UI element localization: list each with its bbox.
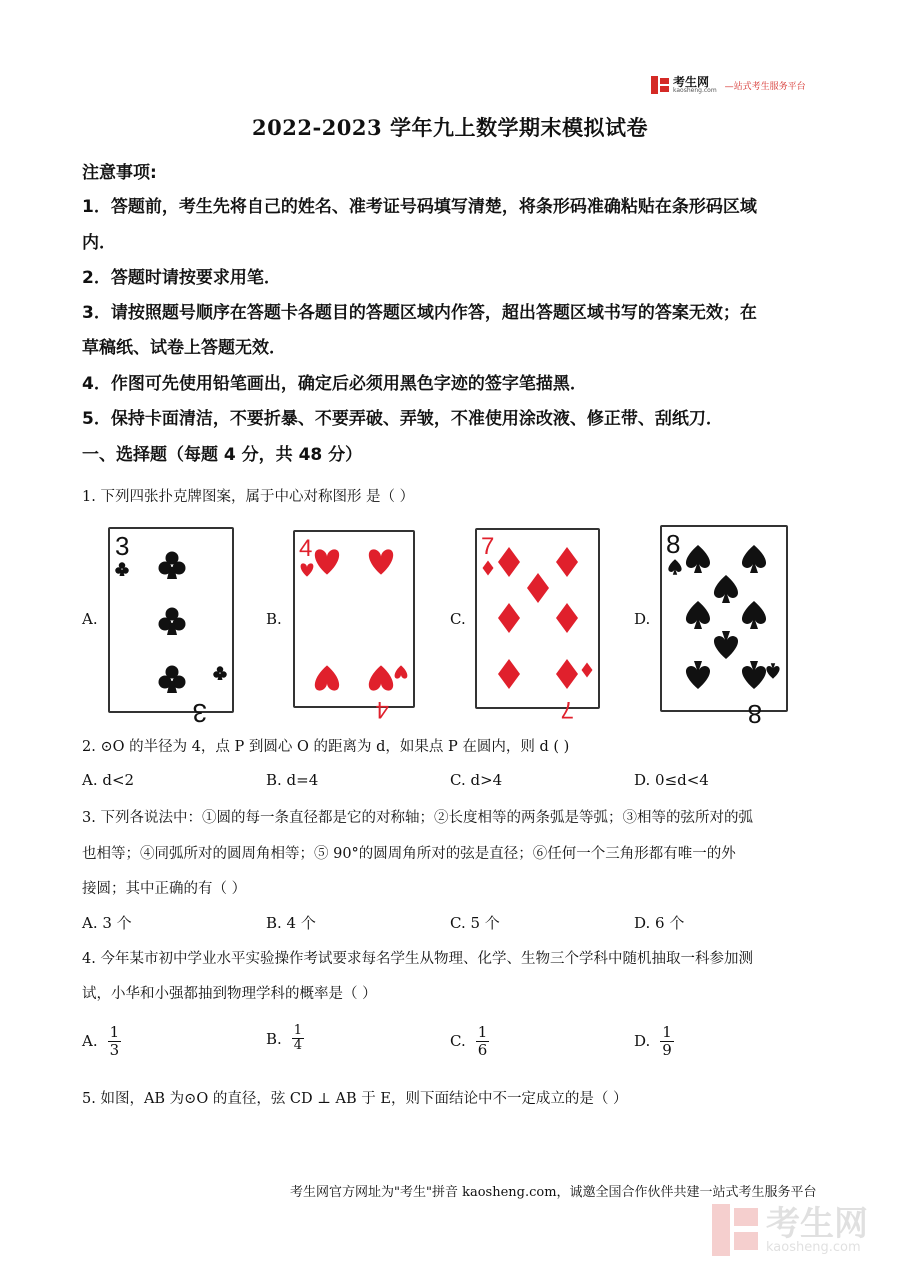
diamond-suit-icon [477, 530, 598, 723]
q1-option-a-label: A. [82, 610, 98, 628]
card-rank: 4 [299, 535, 313, 562]
q4-option-b: B. $\frac{1}{4}$ [266, 1023, 303, 1054]
kaosheng-watermark-icon [712, 1204, 760, 1256]
question-4-line: 试，小华和小强都抽到物理学科的概率是（ ） [82, 986, 377, 1002]
q4-option-a: A. $\frac{1}{3}$ [82, 1023, 120, 1059]
card-rank: 8 [666, 529, 681, 559]
notice-item: 1．答题前，考生先将自己的姓名、准考证号码填写清楚，将条形码准确粘贴在条形码区域 [82, 197, 757, 217]
q4-option-d: D. $\frac{1}{9}$ [634, 1023, 672, 1059]
header-logo [651, 72, 821, 98]
section-heading: 一、选择题（每题 4 分，共 48 分） [82, 445, 363, 465]
page-title: 2022-2023 学年九上数学期末模拟试卷 [252, 115, 648, 140]
notice-item: 2．答题时请按要求用笔． [82, 268, 281, 288]
club-suit-icon [110, 529, 232, 728]
notice-heading: 注意事项: [82, 163, 157, 183]
question-1-stem: 1. 下列四张扑克牌图案，属于中心对称图形 是（ ） [82, 489, 415, 505]
logo-name: 考生网 [673, 75, 710, 89]
q3-option-a: A. 3 个 [82, 914, 132, 932]
q1-option-d-label: D. [634, 610, 651, 628]
q3-option-b: B. 4 个 [266, 914, 316, 932]
playing-card-4-hearts [293, 530, 415, 723]
card-rank-inverted: 4 [375, 696, 389, 723]
card-rank-inverted: 3 [192, 698, 207, 728]
q3-option-d: D. 6 个 [634, 914, 685, 932]
q1-option-b-label: B. [266, 610, 282, 628]
q2-option-a: A. d<2 [82, 771, 135, 789]
notice-item: 草稿纸、试卷上答题无效． [82, 338, 286, 358]
playing-card-7-diamonds [475, 528, 600, 723]
card-rank: 7 [481, 533, 495, 560]
page-footer: 考生网官方网址为"考生"拼音 kaosheng.com，诚邀全国合作伙伴共建一站式考生服务平台 [290, 1185, 817, 1200]
card-rank-inverted: 7 [560, 696, 574, 723]
q2-option-d: D. 0≤d<4 [634, 771, 709, 789]
notice-item: 4．作图可先使用铅笔画出，确定后必须用黑色字迹的签字笔描黑． [82, 374, 587, 394]
q2-option-c: C. d>4 [450, 771, 503, 789]
question-3-line: 接圆；其中正确的有（ ） [82, 881, 247, 897]
question-3-line: 3. 下列各说法中：①圆的每一条直径都是它的对称轴；②长度相等的两条弧是等弧；③相等的弦所对的弧 [82, 810, 753, 826]
notice-item: 内． [82, 233, 116, 253]
q1-option-c-label: C. [450, 610, 466, 628]
heart-suit-icon [295, 532, 413, 723]
notice-item: 5．保持卡面清洁，不要折暴、不要弄破、弄皱，不准使用涂改液、修正带、刮纸刀． [82, 409, 723, 429]
watermark: 考生网 kaosheng.com [712, 1200, 892, 1260]
playing-card-3-clubs [108, 527, 234, 728]
q2-option-b: B. d=4 [266, 771, 319, 789]
q4-option-c: C. $\frac{1}{6}$ [450, 1023, 488, 1059]
card-rank: 3 [115, 531, 130, 561]
kaosheng-logo-icon [651, 76, 669, 94]
spade-suit-icon [662, 527, 786, 729]
playing-card-8-spades [660, 525, 788, 729]
logo-slogan: —站式考生服务平台 [724, 81, 806, 92]
notice-item: 3．请按照题号顺序在答题卡各题目的答题区域内作答，超出答题区域书写的答案无效；在 [82, 303, 757, 323]
question-5-stem: 5. 如图，AB 为⊙O 的直径，弦 CD ⊥ AB 于 E，则下面结论中不一定成立的是（ ） [82, 1091, 628, 1107]
question-3-line: 也相等；④同弧所对的圆周角相等；⑤ 90°的圆周角所对的弦是直径；⑥任何一个三角形都有唯一的外 [82, 846, 736, 862]
question-4-line: 4. 今年某市初中学业水平实验操作考试要求每名学生从物理、化学、生物三个学科中随机抽取一科参加测 [82, 951, 753, 967]
logo-domain: kaosheng.com [673, 87, 717, 94]
card-rank-inverted: 8 [747, 699, 762, 729]
q3-option-c: C. 5 个 [450, 914, 500, 932]
question-2-stem: 2. ⊙O 的半径为 4，点 P 到圆心 O 的距离为 d，如果点 P 在圆内，则 d ( ) [82, 739, 570, 755]
